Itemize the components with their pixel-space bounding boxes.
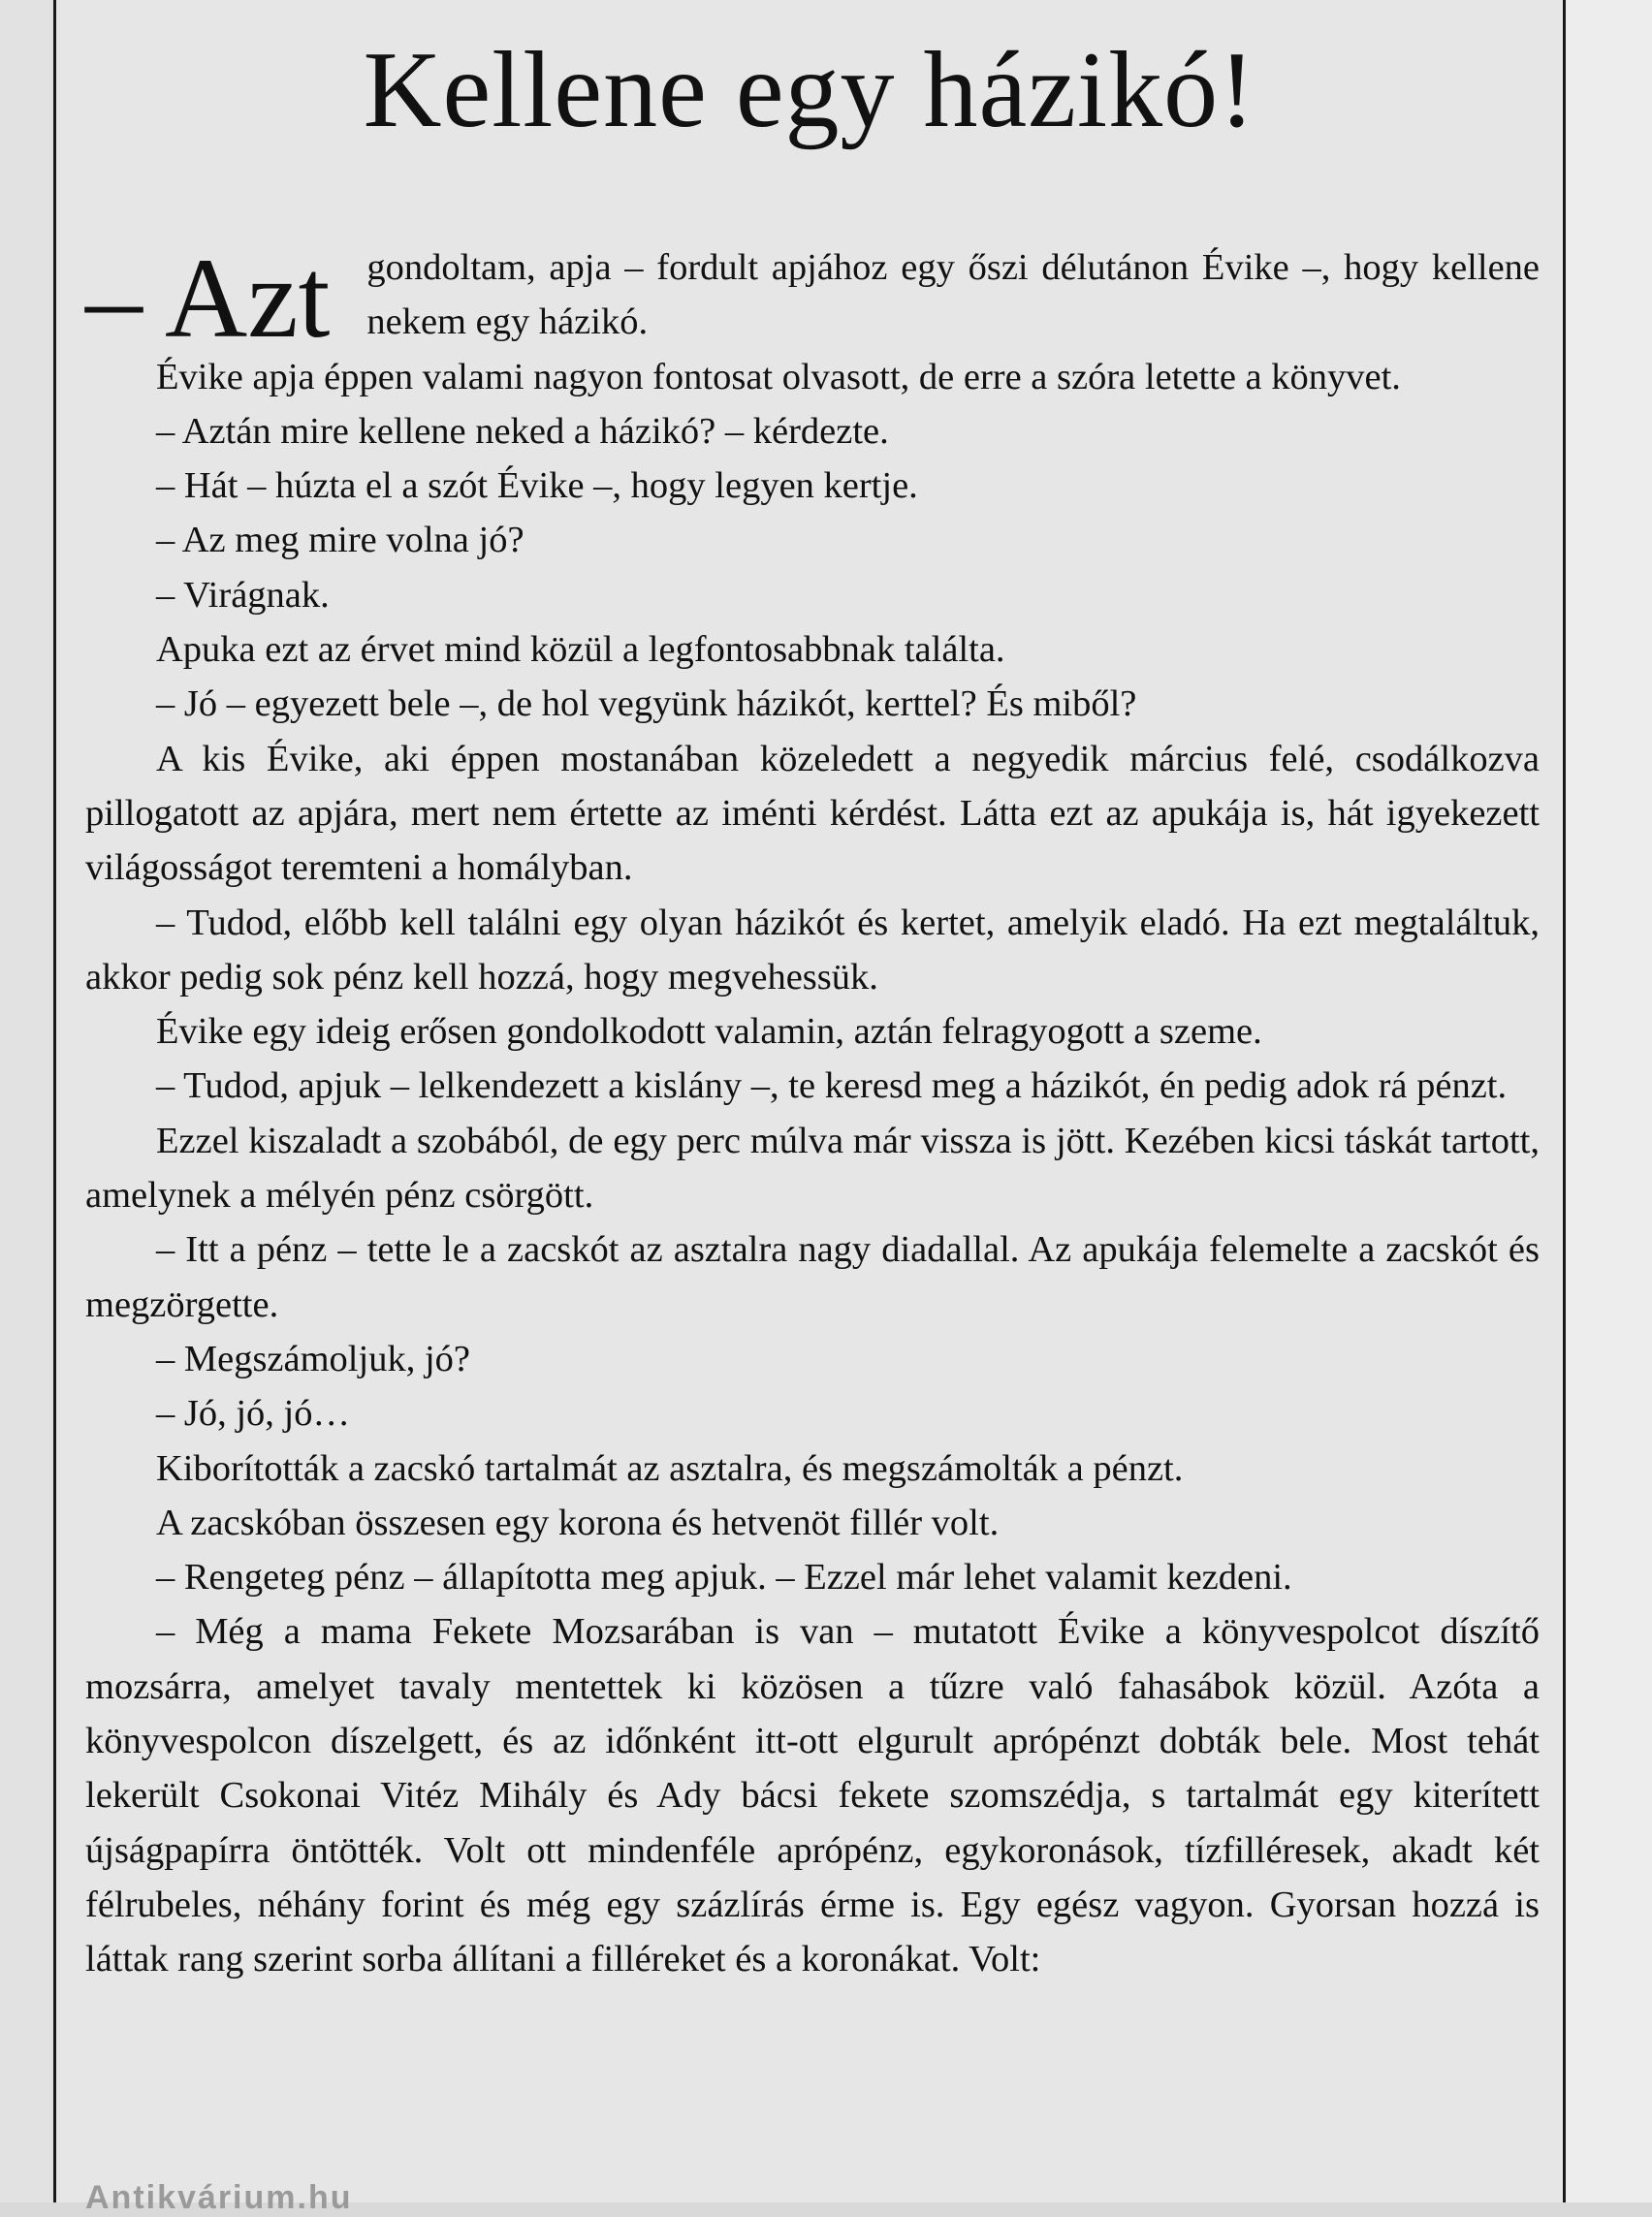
- paragraph: A kis Évike, aki éppen mostanában közeledett a negyedik március felé, csodálkozva pillogatott az apjára, mert nem értette az iménti kérdést. Látta ezt az apukája is, hát igyekezett világosságot teremteni a homályban.: [85, 738, 1540, 889]
- paragraph: A zacskóban összesen egy korona és hetvenöt fillér volt.: [156, 1502, 1000, 1543]
- book-page: [53, 0, 1566, 2216]
- paragraph: – Rengeteg pénz – állapította meg apjuk. – Ezzel már lehet valamit kezdeni.: [156, 1557, 1292, 1599]
- paragraph-1: – Azt gondoltam, apja – fordult apjához egy őszi délutánon Évike –, hogy kellene nekem egy házikó.: [85, 235, 1540, 362]
- paragraph: Apuka ezt az érvet mind közül a legfontosabbnak találta.: [156, 629, 1005, 671]
- paragraph: Kiborították a zacskó tartalmát az asztalra, és megszámolták a pénzt.: [156, 1447, 1184, 1489]
- paragraph: – Virágnak.: [156, 574, 330, 616]
- paragraph: – Tudod, előbb kell találni egy olyan házikót és kertet, amelyik eladó. Ha ezt megtaláltuk, akkor pedig sok pénz kell hozzá, hogy megvehessük.: [85, 902, 1540, 998]
- body-text: [85, 235, 1540, 1987]
- paragraph: – Hát – húzta el a szót Évike –, hogy legyen kertje.: [156, 465, 918, 507]
- paragraph: – Tudod, apjuk – lelkendezett a kislány –, te keresd meg a házikót, én pedig adok rá pénzt.: [156, 1065, 1508, 1107]
- paragraph: – Jó, jó, jó…: [156, 1393, 351, 1435]
- left-margin: [0, 0, 53, 2202]
- paragraph: – Még a mama Fekete Mozsarában is van – mutatott Évike a könyvespolcot díszítő mozsárra, amelyet tavaly mentettek ki közösen a tűzre való fahasábok közül. Azóta a könyvespolcon díszelgett, és az időnként itt-ott elgurult aprópénzt dobták bele. Most tehát lekerült Csokonai Vitéz Mihály és Ady bácsi fekete szomszédja, s tartalmát egy kiterített újságpapírra öntötték. Volt ott mindenféle aprópénz, egykoronások, tízfilléresek, akadt két félrubeles, néhány forint és még egy százlírás érme is. Egy egész vagyon. Gyorsan hozzá is láttak rang szerint sorba állítani a filléreket és a koronákat. Volt:: [85, 1611, 1540, 1980]
- paragraph: Évike egy ideig erősen gondolkodott valamin, aztán felragyogott a szeme.: [156, 1011, 1262, 1053]
- paragraph: Évike apja éppen valami nagyon fontosat olvasott, de erre a szóra letette a könyvet.: [156, 356, 1401, 397]
- right-margin: [1566, 0, 1652, 2202]
- paragraph: – Aztán mire kellene neked a házikó? – kérdezte.: [156, 410, 889, 452]
- paragraph: – Jó – egyezett bele –, de hol vegyünk házikót, kerttel? És miből?: [156, 683, 1137, 725]
- paragraph: – Megszámoljuk, jó?: [156, 1338, 470, 1379]
- watermark: Antikvárium.hu: [85, 2179, 353, 2216]
- paragraph: – Az meg mire volna jó?: [156, 520, 524, 561]
- paragraph: Ezzel kiszaladt a szobából, de egy perc múlva már vissza is jött. Kezében kicsi táskát tartott, amelynek a mélyén pénz csörgött.: [85, 1120, 1540, 1217]
- drop-cap: – Azt: [85, 235, 331, 362]
- page-title: Kellene egy házikó!: [363, 30, 1256, 150]
- paragraph: – Itt a pénz – tette le a zacskót az asztalra nagy diadallal. Az apukája felemelte a zacskót és megzörgette.: [85, 1229, 1540, 1325]
